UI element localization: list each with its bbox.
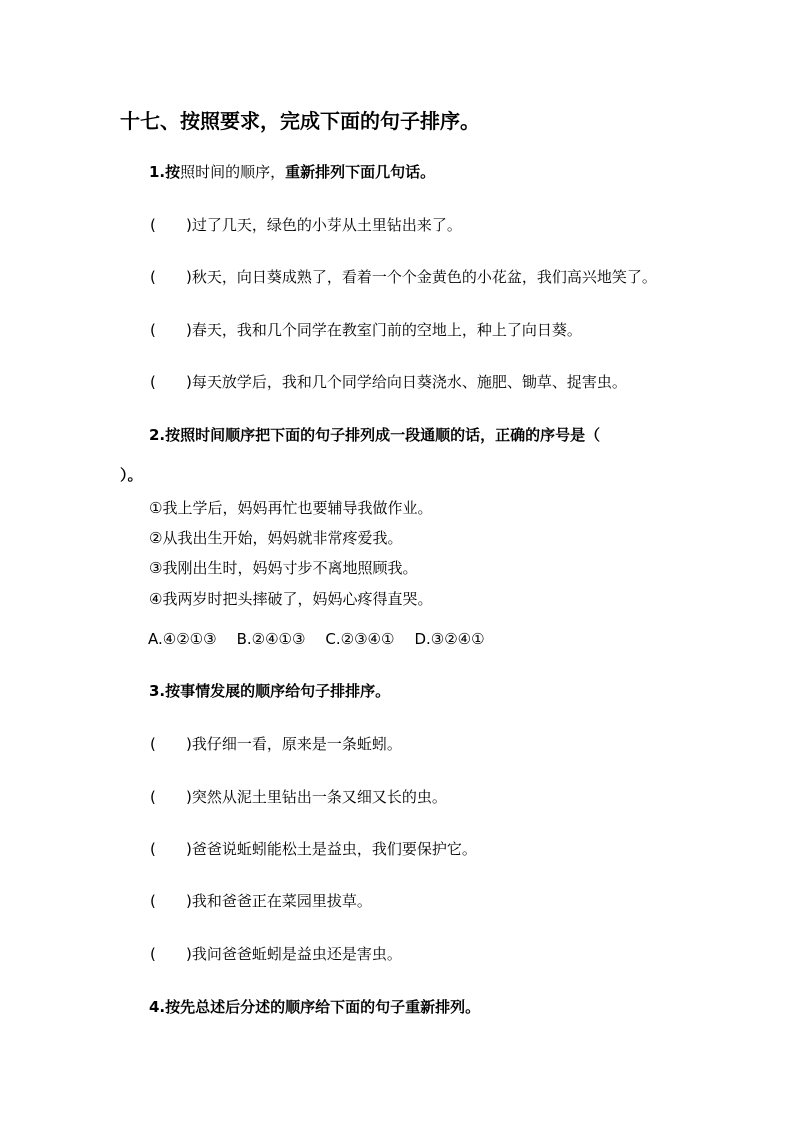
answer-blank-open: (	[150, 373, 156, 391]
answer-blank-open: (	[150, 735, 156, 753]
q1-item-text: 春天，我和几个同学在教室门前的空地上，种上了向日葵。	[191, 321, 582, 339]
answer-blank-close: )	[186, 840, 192, 858]
choice-b[interactable]: B.②④①③	[236, 630, 306, 648]
section-title: 十七、按照要求，完成下面的句子排序。	[120, 109, 480, 133]
answer-blank-close: )	[186, 945, 192, 963]
q1-heading-bold-a: 1.按	[149, 163, 181, 181]
q3-heading: 3.按事情发展的顺序给句子排排序。	[149, 682, 391, 700]
answer-blank-close: )	[186, 788, 192, 806]
answer-blank-open: (	[150, 216, 156, 234]
q1-heading-normal: 照时间的顺序，	[180, 163, 286, 181]
q2-choices	[148, 632, 505, 647]
answer-blank-close: )	[186, 373, 192, 391]
q2-sentence: ①我上学后，妈妈再忙也要辅导我做作业。	[149, 499, 433, 517]
q1-heading	[149, 165, 435, 180]
q2-sentence: ②从我出生开始，妈妈就非常疼爱我。	[149, 529, 403, 547]
answer-blank-open: (	[150, 321, 156, 339]
answer-blank-close: )	[186, 321, 192, 339]
q2-heading: 2.按照时间顺序把下面的句子排列成一段通顺的话，正确的序号是（	[149, 426, 601, 444]
answer-blank-close: )	[186, 735, 192, 753]
q1-item-text: 每天放学后，我和几个同学给向日葵浇水、施肥、锄草、捉害虫。	[191, 373, 627, 391]
choice-d[interactable]: D.③②④①	[414, 630, 485, 648]
choice-a[interactable]: A.④②①③	[148, 630, 217, 648]
q3-item-text: 我仔细一看，原来是一条蚯蚓。	[191, 735, 402, 753]
q2-sentence: ③我刚出生时，妈妈寸步不离地照顾我。	[149, 559, 418, 577]
answer-blank-open: (	[150, 840, 156, 858]
q2-sentence: ④我两岁时把头摔破了，妈妈心疼得直哭。	[149, 590, 433, 608]
q3-item-text: 爸爸说蚯蚓能松土是益虫，我们要保护它。	[191, 840, 477, 858]
q3-item-text: 我问爸爸蚯蚓是益虫还是害虫。	[191, 945, 402, 963]
q1-heading-bold-b: 重新排列下面几句话。	[285, 163, 436, 181]
answer-blank-open: (	[150, 945, 156, 963]
q4-heading: 4.按先总述后分述的顺序给下面的句子重新排列。	[149, 998, 481, 1016]
q1-item-text: 过了几天，绿色的小芽从土里钻出来了。	[191, 216, 462, 234]
answer-blank-close: )	[186, 216, 192, 234]
answer-blank-close: )	[186, 268, 192, 286]
q2-heading-continued: ）。	[120, 466, 143, 484]
answer-blank-close: )	[186, 892, 192, 910]
answer-blank-open: (	[150, 788, 156, 806]
answer-blank-open: (	[150, 268, 156, 286]
q3-item-text: 我和爸爸正在菜园里拔草。	[191, 892, 372, 910]
q1-item-text: 秋天，向日葵成熟了，看着一个个金黄色的小花盆，我们高兴地笑了。	[191, 268, 657, 286]
q3-item-text: 突然从泥土里钻出一条又细又长的虫。	[191, 788, 447, 806]
answer-blank-open: (	[150, 892, 156, 910]
choice-c[interactable]: C.②③④①	[325, 630, 395, 648]
